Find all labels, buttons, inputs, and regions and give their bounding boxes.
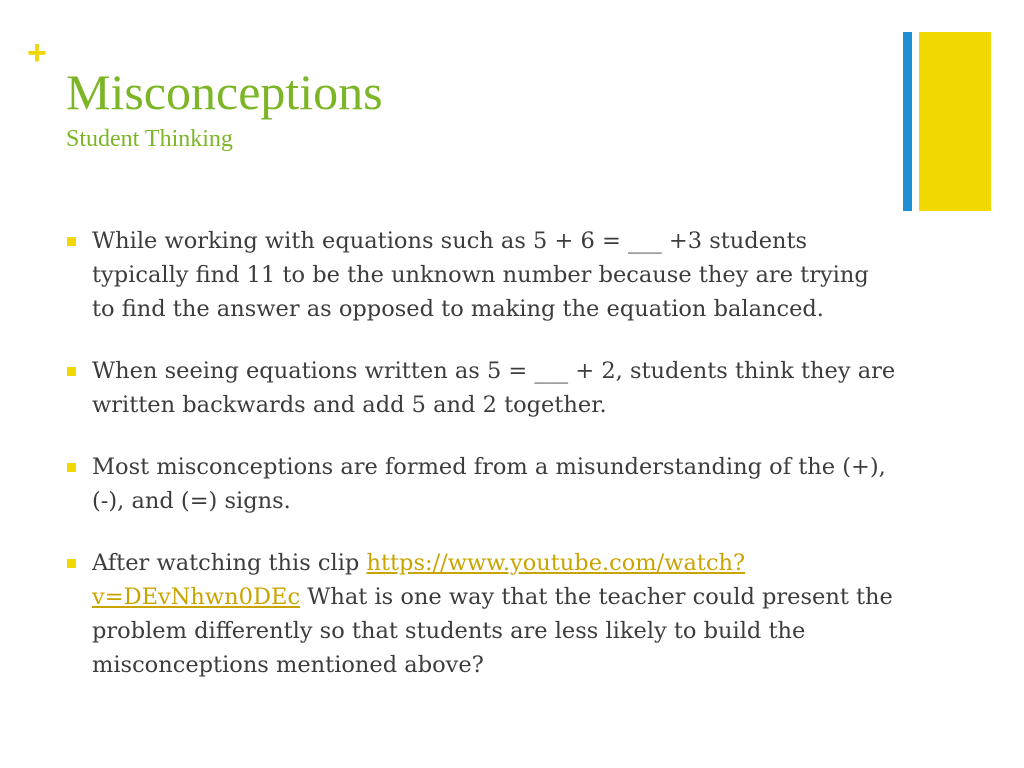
- bullet-text: While working with equations such as 5 + 6 = ___ +3 students typically find 11 to be the unknown number because they are trying to find the answer as opposed to making the equation balanced.: [92, 228, 869, 322]
- slide-subtitle: Student Thinking: [66, 126, 233, 152]
- bullet-text: Most misconceptions are formed from a misunderstanding of the (+), (-), and (=) signs.: [92, 454, 886, 514]
- square-bullet-icon: [67, 463, 76, 472]
- accent-bar-blue: [903, 32, 912, 211]
- bullet-text: When seeing equations written as 5 = ___ + 2, students think they are written backwards and add 5 and 2 together.: [92, 358, 896, 418]
- bullet-item: [67, 354, 897, 422]
- bullet-text-before-link: After watching this clip: [92, 550, 367, 576]
- square-bullet-icon: [67, 237, 76, 246]
- slide-title: Misconceptions: [66, 64, 383, 120]
- bullet-item: [67, 450, 897, 518]
- plus-icon: +: [27, 34, 47, 72]
- bullet-list: [67, 224, 897, 710]
- square-bullet-icon: [67, 559, 76, 568]
- square-bullet-icon: [67, 367, 76, 376]
- bullet-text-after-link: What is one way that the teacher could present the problem differently so that students are less likely to build the misconceptions mentioned above?: [92, 584, 893, 678]
- youtube-clip-link[interactable]: https://www.youtube.com/watch?v=DEvNhwn0DEc: [92, 550, 746, 610]
- bullet-item: [67, 224, 897, 326]
- accent-bar-yellow: [919, 32, 991, 211]
- bullet-item: [67, 546, 897, 682]
